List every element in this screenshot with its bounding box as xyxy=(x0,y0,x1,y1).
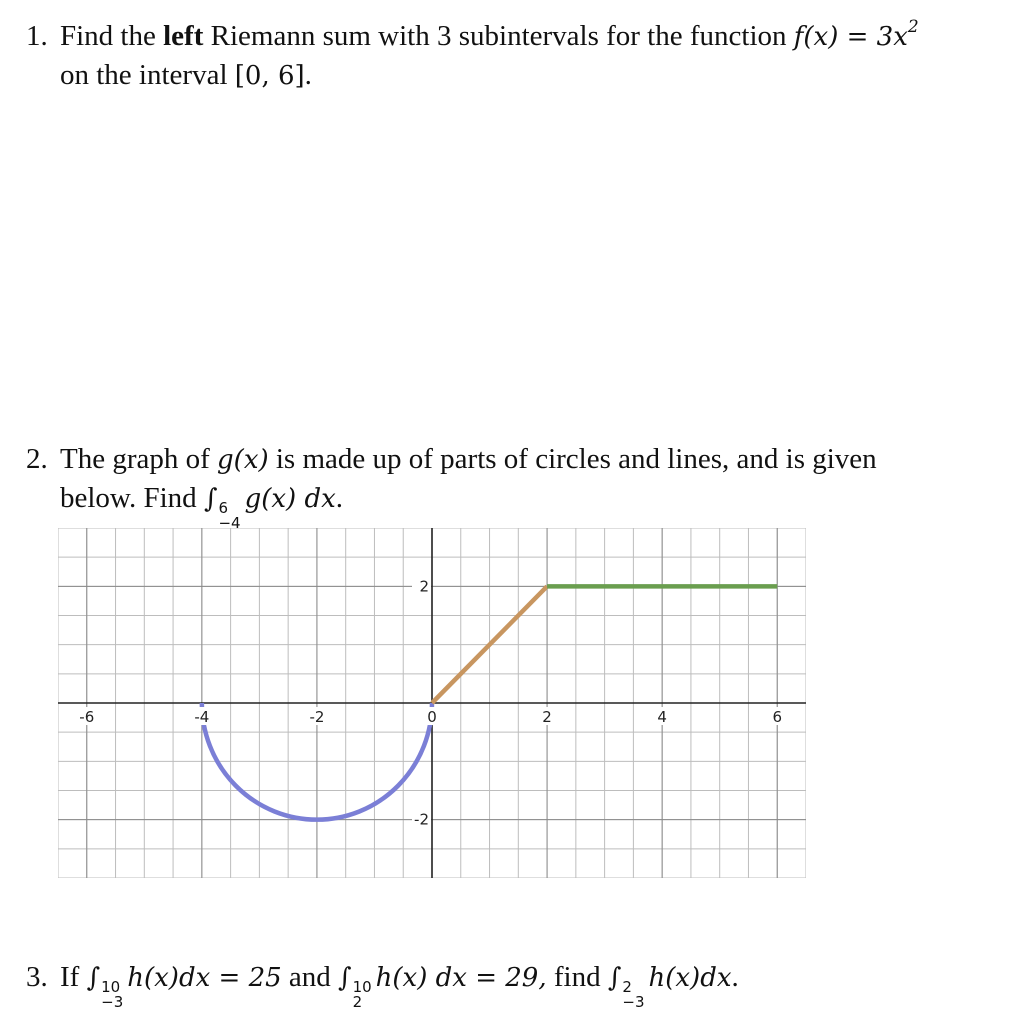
emphasis-text: left xyxy=(163,20,204,52)
integral-expression: h(x)dx xyxy=(648,963,732,993)
x-tick-label: -6 xyxy=(79,708,95,726)
question-text: If xyxy=(60,961,80,993)
question-text: and xyxy=(288,961,331,993)
integral-limits: 2 −3 xyxy=(622,978,645,1011)
integral-expression: h(x)dx = 25 xyxy=(127,963,282,993)
integrand: g(x) dx xyxy=(244,484,336,514)
function-name: g(x) xyxy=(217,445,269,475)
question-1-line-2: on the interval [0, 6]. xyxy=(60,59,312,91)
question-2 xyxy=(26,440,877,531)
y-tick-label: -2 xyxy=(414,810,429,829)
integral-symbol: ∫ xyxy=(203,484,218,514)
question-3: 3. If ∫ 10 −3 h(x)dx = 25 and ∫ 10 2 h(x) dx = 29, find ∫ 2 −3 h(x)dx. xyxy=(26,958,739,1010)
question-text: Find the xyxy=(60,20,156,52)
question-number: 3. xyxy=(26,961,48,993)
x-tick-label: 0 xyxy=(427,708,437,726)
x-tick-label: -4 xyxy=(194,708,210,726)
question-text: below. Find xyxy=(60,482,197,514)
x-tick-label: -2 xyxy=(309,708,325,726)
question-2-line-2: below. Find ∫ 6 −4 g(x) dx. xyxy=(60,482,344,532)
x-tick-label: 2 xyxy=(542,708,552,726)
question-text: The graph of xyxy=(60,443,210,475)
question-text: Riemann sum with 3 subintervals for the function xyxy=(210,20,787,52)
question-text: is made up of parts of circles and lines, and is given xyxy=(275,443,877,475)
integral-limits: 6 −4 xyxy=(218,499,241,532)
integral-limits: 10 −3 xyxy=(101,978,124,1011)
y-tick-label: 2 xyxy=(419,577,429,596)
function-graph xyxy=(58,528,806,878)
question-2-line-1 xyxy=(26,440,877,479)
interval: [0, 6] xyxy=(234,61,305,91)
question-number: 1. xyxy=(26,20,48,52)
question-number: 2. xyxy=(26,443,48,475)
x-tick-label: 4 xyxy=(657,708,667,726)
question-1 xyxy=(26,8,919,95)
question-text: find xyxy=(553,961,601,993)
question-text: on the interval xyxy=(60,59,228,91)
x-tick-label: 6 xyxy=(772,708,783,726)
question-1-line-1 xyxy=(26,8,919,56)
integral-expression: h(x) dx = 29, xyxy=(375,963,547,993)
integral-symbol: ∫ xyxy=(86,963,101,993)
integral-symbol: ∫ xyxy=(338,963,352,993)
integral-symbol: ∫ xyxy=(607,963,622,993)
integral-limits: 10 2 xyxy=(352,978,372,1011)
function-expression: $f(x) = 3x^2$ xyxy=(793,17,919,52)
